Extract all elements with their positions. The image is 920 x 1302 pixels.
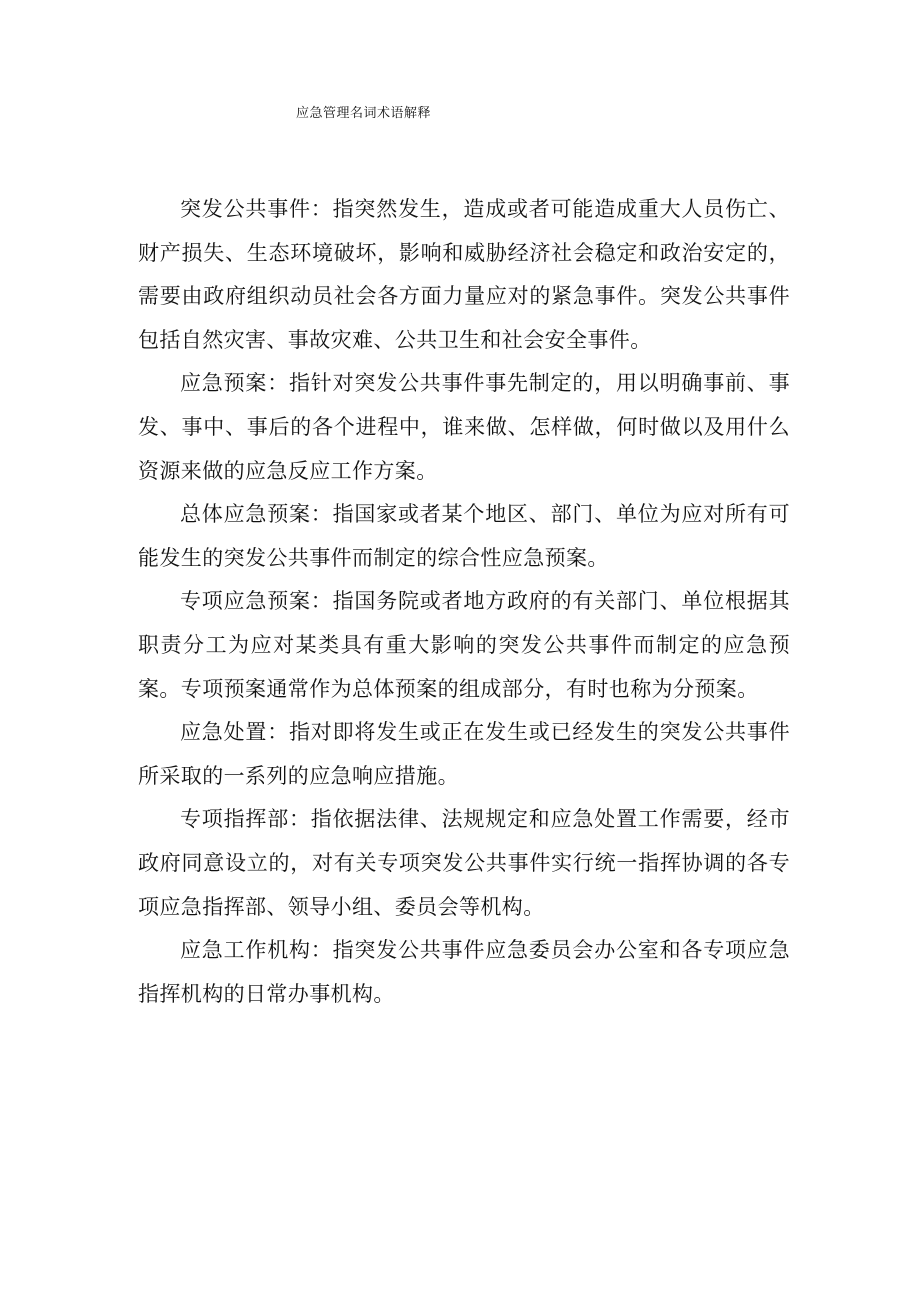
paragraph-emergency-agency: 应急工作机构：指突发公共事件应急委员会办公室和各专项应急指挥机构的日常办事机构。 [138,938,790,1006]
paragraph-special-emergency-plan: 专项应急预案：指国务院或者地方政府的有关部门、单位根据其职责分工为应对某类具有重大影响的突发公共事件而制定的应急预案。专项预案通常作为总体预案的组成部分，有时也称为分预案。 [138,589,790,701]
document-title: 应急管理名词术语解释 [296,106,432,121]
paragraph-overall-emergency-plan: 总体应急预案：指国家或者某个地区、部门、单位为应对所有可能发生的突发公共事件而制定的综合性应急预案。 [138,502,790,570]
paragraph-emergency-plan: 应急预案：指针对突发公共事件事先制定的，用以明确事前、事发、事中、事后的各个进程中，谁来做、怎样做，何时做以及用什么资源来做的应急反应工作方案。 [138,371,790,483]
paragraph-sudden-public-event: 突发公共事件：指突然发生，造成或者可能造成重大人员伤亡、财产损失、生态环境破坏，影响和威胁经济社会稳定和政治安定的，需要由政府组织动员社会各方面力量应对的紧急事件。突发公共事件包括自然灾害、事故灾难、公共卫生和社会安全事件。 [138,197,790,352]
paragraph-special-command: 专项指挥部：指依据法律、法规规定和应急处置工作需要，经市政府同意设立的，对有关专项突发公共事件实行统一指挥协调的各专项应急指挥部、领导小组、委员会等机构。 [138,807,790,919]
paragraph-emergency-response: 应急处置：指对即将发生或正在发生或已经发生的突发公共事件所采取的一系列的应急响应措施。 [138,720,790,788]
document-body [138,188,790,1016]
